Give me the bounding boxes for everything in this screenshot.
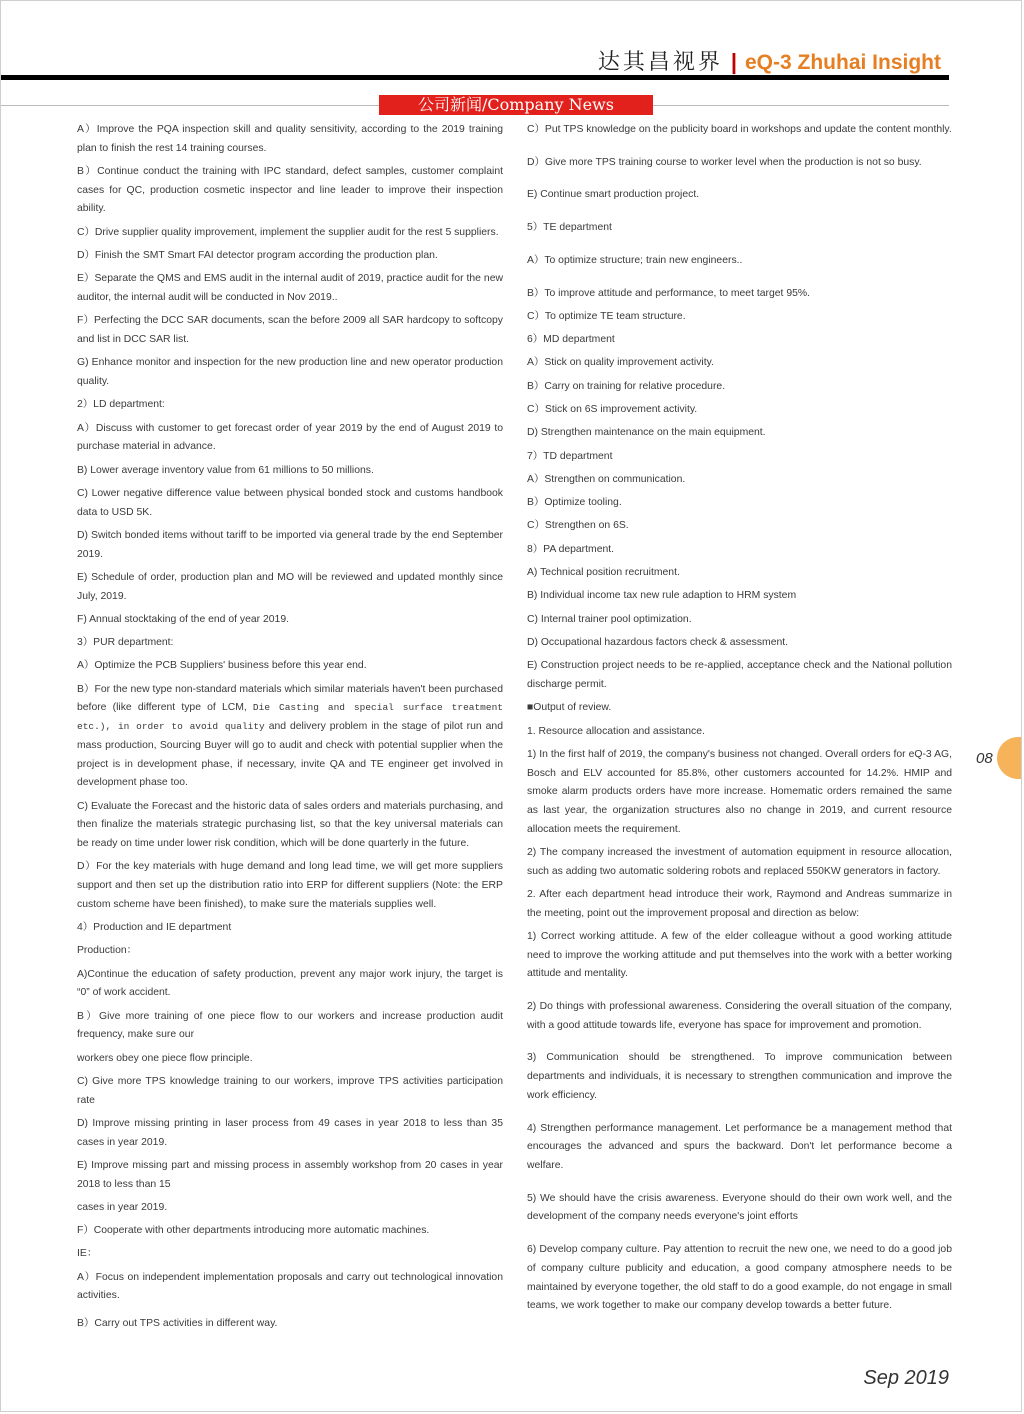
text-run: B）For the new type non-standard materials which similar materials haven't been purchased before (like different type of LCM, (77, 683, 503, 714)
paragraph: F) Annual stocktaking of the end of year 2019. (77, 613, 289, 625)
paragraph: D) Strengthen maintenance on the main equipment. (527, 427, 766, 439)
paragraph (77, 681, 503, 793)
header-title-cn: 达其昌视界 (597, 50, 723, 75)
paragraph: E) Continue smart production project. (527, 189, 700, 201)
paragraph: F）Cooperate with other departments introducing more automatic machines. (77, 1225, 430, 1237)
paragraph: A）Discuss with customer to get forecast order of year 2019 by the end of August 2019 to purchase material in advance. (77, 422, 503, 453)
department-heading: 7）TD department (527, 450, 613, 462)
paragraph: 6) Develop company culture. Pay attention to recruit the new one, we need to do a good job of company culture publicity and education, a good company atmosphere needs to be maintained by everyone together, the old staff to do a good example, do not engage in small teams, we work together to make our company develop towards a better future. (527, 1244, 952, 1312)
paragraph: C) Evaluate the Forecast and the historic data of sales orders and materials purchasing, and then finalize the materials strategic purchasing list, so that the key universal materials can be ready on time under lower risk condition, which will be done quarterly in the future. (77, 800, 503, 849)
section-banner: 公司新闻/Company News (379, 95, 653, 115)
sub-heading: IE： (77, 1248, 98, 1260)
paragraph: A）To optimize structure; train new engineers.. (527, 254, 743, 266)
paragraph: D）Finish the SMT Smart FAI detector program according the production plan. (77, 250, 438, 261)
header-rule-thick (1, 75, 949, 80)
review-heading: ■Output of review. (527, 702, 612, 714)
paragraph: E) Construction project needs to be re-applied, acceptance check and the National pollution discharge permit. (527, 660, 952, 690)
paragraph: 2. After each department head introduce their work, Raymond and Andreas summarize in the meeting, point out the improvement proposal and direction as below: (527, 888, 952, 919)
department-heading: 4）Production and IE department (77, 922, 232, 933)
paragraph: B）Give more training of one piece flow to our workers and increase production audit frequency, make sure our (77, 1010, 503, 1041)
paragraph: A) Technical position recruitment. (527, 567, 680, 579)
page-header-title (598, 45, 941, 76)
paragraph: B) Lower average inventory value from 61 millions to 50 millions. (77, 464, 374, 476)
paragraph: 3) Communication should be strengthened. To improve communication between departments and individuals, it is necessary to strengthen communication and improve the work efficiency. (527, 1052, 952, 1101)
paragraph: 2) Do things with professional awareness. Considering the overall situation of the company, with a good attitude towards life, everyone has space for improvement and promotion. (527, 1001, 952, 1031)
paragraph: A）Stick on quality improvement activity. (527, 357, 714, 369)
left-column (77, 121, 503, 1338)
paragraph: cases in year 2019. (77, 1201, 168, 1213)
paragraph: C）Strengthen on 6S. (527, 520, 629, 532)
text-run-mono: Die Casting and special surface treatment etc.), in order to avoid quality (77, 702, 503, 733)
paragraph: E）Separate the QMS and EMS audit in the internal audit of 2019, practice audit for the new auditor, the internal audit will be conducted in Nov 2019.. (77, 273, 503, 303)
department-heading: 8）PA department. (527, 543, 615, 555)
paragraph: 5) We should have the crisis awareness. Everyone should do their own work well, and the development of the company needs everyone's joint efforts (527, 1192, 952, 1223)
paragraph: D) Improve missing printing in laser process from 49 cases in year 2018 to less than 35 cases in year 2019. (77, 1117, 503, 1148)
header-separator: | (730, 49, 737, 74)
paragraph: A）Optimize the PCB Suppliers' business before this year end. (77, 660, 367, 672)
department-heading: 6）MD department (527, 334, 615, 346)
paragraph: 2) The company increased the investment of automation equipment in resource allocation, such as adding two automatic soldering robots and replaced 550KW generators in factory. (527, 846, 952, 877)
paragraph: A)Continue the education of safety production, prevent any major work injury, the target is “0” of work accident. (77, 968, 503, 999)
department-heading: 3）PUR department: (77, 637, 174, 649)
department-heading: 2）LD department: (77, 399, 165, 411)
paragraph: B）Continue conduct the training with IPC standard, defect samples, customer complaint cases for QC, production cosmetic inspector and line leader to improve their inspection ability. (77, 166, 503, 215)
paragraph: C）To optimize TE team structure. (527, 310, 686, 322)
page-tab-marker (997, 737, 1021, 779)
paragraph: B）Optimize tooling. (527, 497, 622, 509)
paragraph: F）Perfecting the DCC SAR documents, scan the before 2009 all SAR hardcopy to softcopy and list in DCC SAR list. (77, 315, 503, 345)
paragraph: workers obey one piece flow principle. (77, 1052, 253, 1064)
department-heading: 5）TE department (527, 222, 612, 234)
paragraph: 1. Resource allocation and assistance. (527, 725, 705, 737)
paragraph: B）Carry on training for relative procedure. (527, 380, 726, 392)
paragraph: D）For the key materials with huge demand and long lead time, we will get more suppliers support and then set up the distribution ratio into ERP for different suppliers (Note: the ERP custom scheme have been finished), to make sure the materials supplies well. (77, 861, 503, 910)
paragraph: B）To improve attitude and performance, to meet target 95%. (527, 287, 811, 299)
paragraph: C) Give more TPS knowledge training to our workers, improve TPS activities participation rate (77, 1075, 503, 1106)
paragraph: 4) Strengthen performance management. Let performance be a management method that encourages the advanced and spurs the backward. Don't let performance become a welfare. (527, 1122, 952, 1171)
paragraph: B) Individual income tax new rule adaption to HRM system (527, 590, 797, 602)
paragraph: B）Carry out TPS activities in different way. (77, 1318, 278, 1330)
paragraph: 1) Correct working attitude. A few of the elder colleague without a good working attitude need to improve the working attitude and put themselves into the work with a better working attitude and mentality. (527, 930, 952, 980)
paragraph: A）Improve the PQA inspection skill and quality sensitivity, according to the 2019 training plan to finish the rest 14 training courses. (77, 124, 503, 154)
paragraph: C）Stick on 6S improvement activity. (527, 404, 698, 415)
paragraph: 1) In the first half of 2019, the company's business not changed. Overall orders for eQ-3 AG, Bosch and ELV accounted for 85.8%, other customers accounted for 14.2%. HMIP and smoke alarm products orders have more increase. Homematic orders remained the same as last year, the organization structures also no change in 2019, and current resource allocation meets the requirement. (527, 748, 952, 835)
right-column (527, 121, 952, 1321)
paragraph: D) Switch bonded items without tariff to be imported via general trade by the end September 2019. (77, 529, 503, 560)
header-title-en: eQ-3 Zhuhai Insight (744, 51, 941, 74)
paragraph: C）Drive supplier quality improvement, implement the supplier audit for the rest 5 suppliers. (77, 226, 499, 238)
paragraph: D) Occupational hazardous factors check & assessment. (527, 636, 789, 648)
paragraph: C) Lower negative difference value between physical bonded stock and customs handbook data to USD 5K. (77, 487, 503, 518)
sub-heading: Production： (77, 945, 138, 957)
paragraph: C）Put TPS knowledge on the publicity board in workshops and update the content monthly. (527, 124, 952, 135)
text-run: and delivery problem in the stage of pilot run and mass production, Sourcing Buyer will go to audit and check with potential supplier when the project is in development phase, if necessary, invite QA and TE engineer get involved in development phase too. (77, 721, 503, 789)
paragraph: D）Give more TPS training course to worker level when the production is not so busy. (527, 156, 922, 168)
page-number: 08 (976, 750, 993, 767)
paragraph: C) Internal trainer pool optimization. (527, 613, 692, 625)
paragraph: E) Improve missing part and missing process in assembly workshop from 20 cases in year 2018 to less than 15 (77, 1159, 503, 1190)
paragraph: G) Enhance monitor and inspection for the new production line and new operator production quality. (77, 357, 503, 387)
paragraph: E) Schedule of order, production plan and MO will be reviewed and updated monthly since July, 2019. (77, 571, 503, 602)
paragraph: A）Focus on independent implementation proposals and carry out technological innovation activities. (77, 1271, 503, 1302)
paragraph: A）Strengthen on communication. (527, 473, 686, 485)
footer-date: Sep 2019 (863, 1367, 949, 1389)
